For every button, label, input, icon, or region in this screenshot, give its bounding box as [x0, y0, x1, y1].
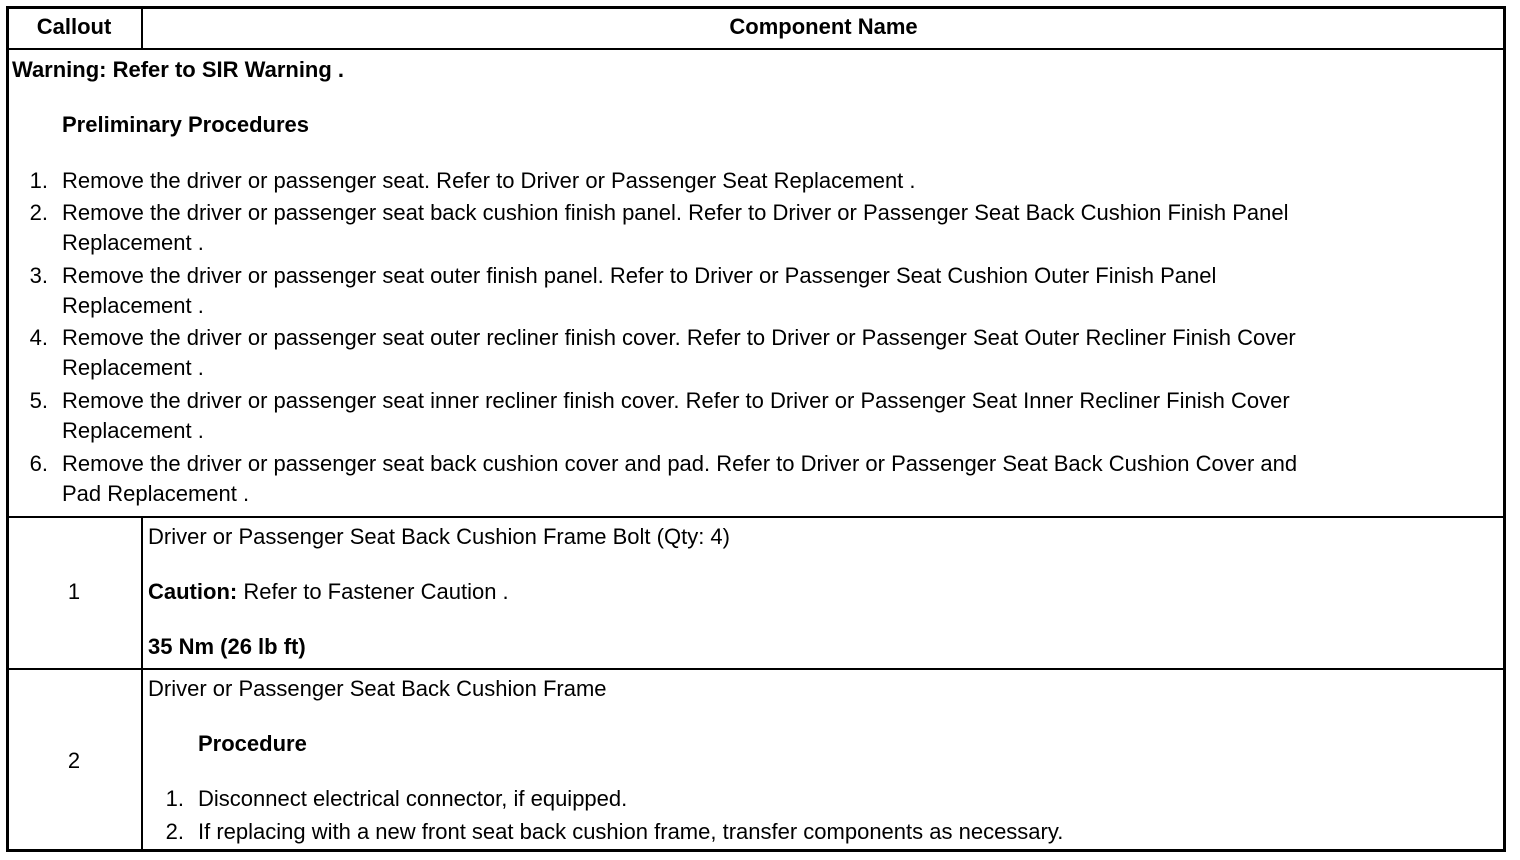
- header-callout: Callout: [36, 14, 112, 39]
- intro-divider: [9, 516, 1503, 518]
- step-text-continued: Replacement .: [62, 418, 204, 443]
- step-text: Remove the driver or passenger seat back cushion finish panel. Refer to Driver or Passenger Seat Back Cushion Finish Panel: [62, 200, 1289, 225]
- warning-text: Warning: Refer to SIR Warning .: [12, 57, 345, 82]
- step-number: 3.: [29, 263, 48, 288]
- row-divider: [9, 668, 1503, 670]
- header-component-name: Component Name: [729, 14, 918, 39]
- step-number: 1.: [165, 786, 184, 811]
- step-text-continued: Replacement .: [62, 230, 204, 255]
- step-text-continued: Replacement .: [62, 293, 204, 318]
- step-text: Disconnect electrical connector, if equipped.: [198, 786, 628, 811]
- step-text-continued: Pad Replacement .: [62, 481, 250, 506]
- step-number: 2.: [165, 819, 184, 844]
- step-number: 4.: [29, 325, 48, 350]
- step-number: 2.: [29, 200, 48, 225]
- step-text: Remove the driver or passenger seat. Refer to Driver or Passenger Seat Replacement .: [62, 168, 916, 193]
- step-text: Remove the driver or passenger seat outer finish panel. Refer to Driver or Passenger Seat Cushion Outer Finish Panel: [62, 263, 1217, 288]
- row-1-caution: [148, 577, 509, 607]
- caution-label: Caution:: [148, 579, 238, 604]
- caution-text: Refer to Fastener Caution .: [237, 579, 509, 604]
- row-1-callout: 1: [67, 579, 81, 604]
- step-text: Remove the driver or passenger seat outer recliner finish cover. Refer to Driver or Passenger Seat Outer Recliner Finish Cover: [62, 325, 1296, 350]
- step-number: 1.: [29, 168, 48, 193]
- step-text: Remove the driver or passenger seat inner recliner finish cover. Refer to Driver or Passenger Seat Inner Recliner Finish Cover: [62, 388, 1290, 413]
- rows-column-divider: [141, 516, 143, 849]
- procedure-title: Procedure: [198, 731, 307, 756]
- step-number: 5.: [29, 388, 48, 413]
- header-divider: [9, 48, 1503, 50]
- step-text-continued: Replacement .: [62, 355, 204, 380]
- row-2-callout: 2: [67, 748, 81, 773]
- row-1-component-name: Driver or Passenger Seat Back Cushion Frame Bolt (Qty: 4): [148, 524, 730, 549]
- step-text: If replacing with a new front seat back cushion frame, transfer components as necessary.: [198, 819, 1064, 844]
- row-2-component-name: Driver or Passenger Seat Back Cushion Frame: [148, 676, 607, 701]
- row-1-torque-spec: 35 Nm (26 lb ft): [148, 634, 306, 659]
- preliminary-procedures-title: Preliminary Procedures: [62, 112, 310, 137]
- step-text: Remove the driver or passenger seat back cushion cover and pad. Refer to Driver or Passenger Seat Back Cushion Cover and: [62, 451, 1298, 476]
- step-number: 6.: [29, 451, 48, 476]
